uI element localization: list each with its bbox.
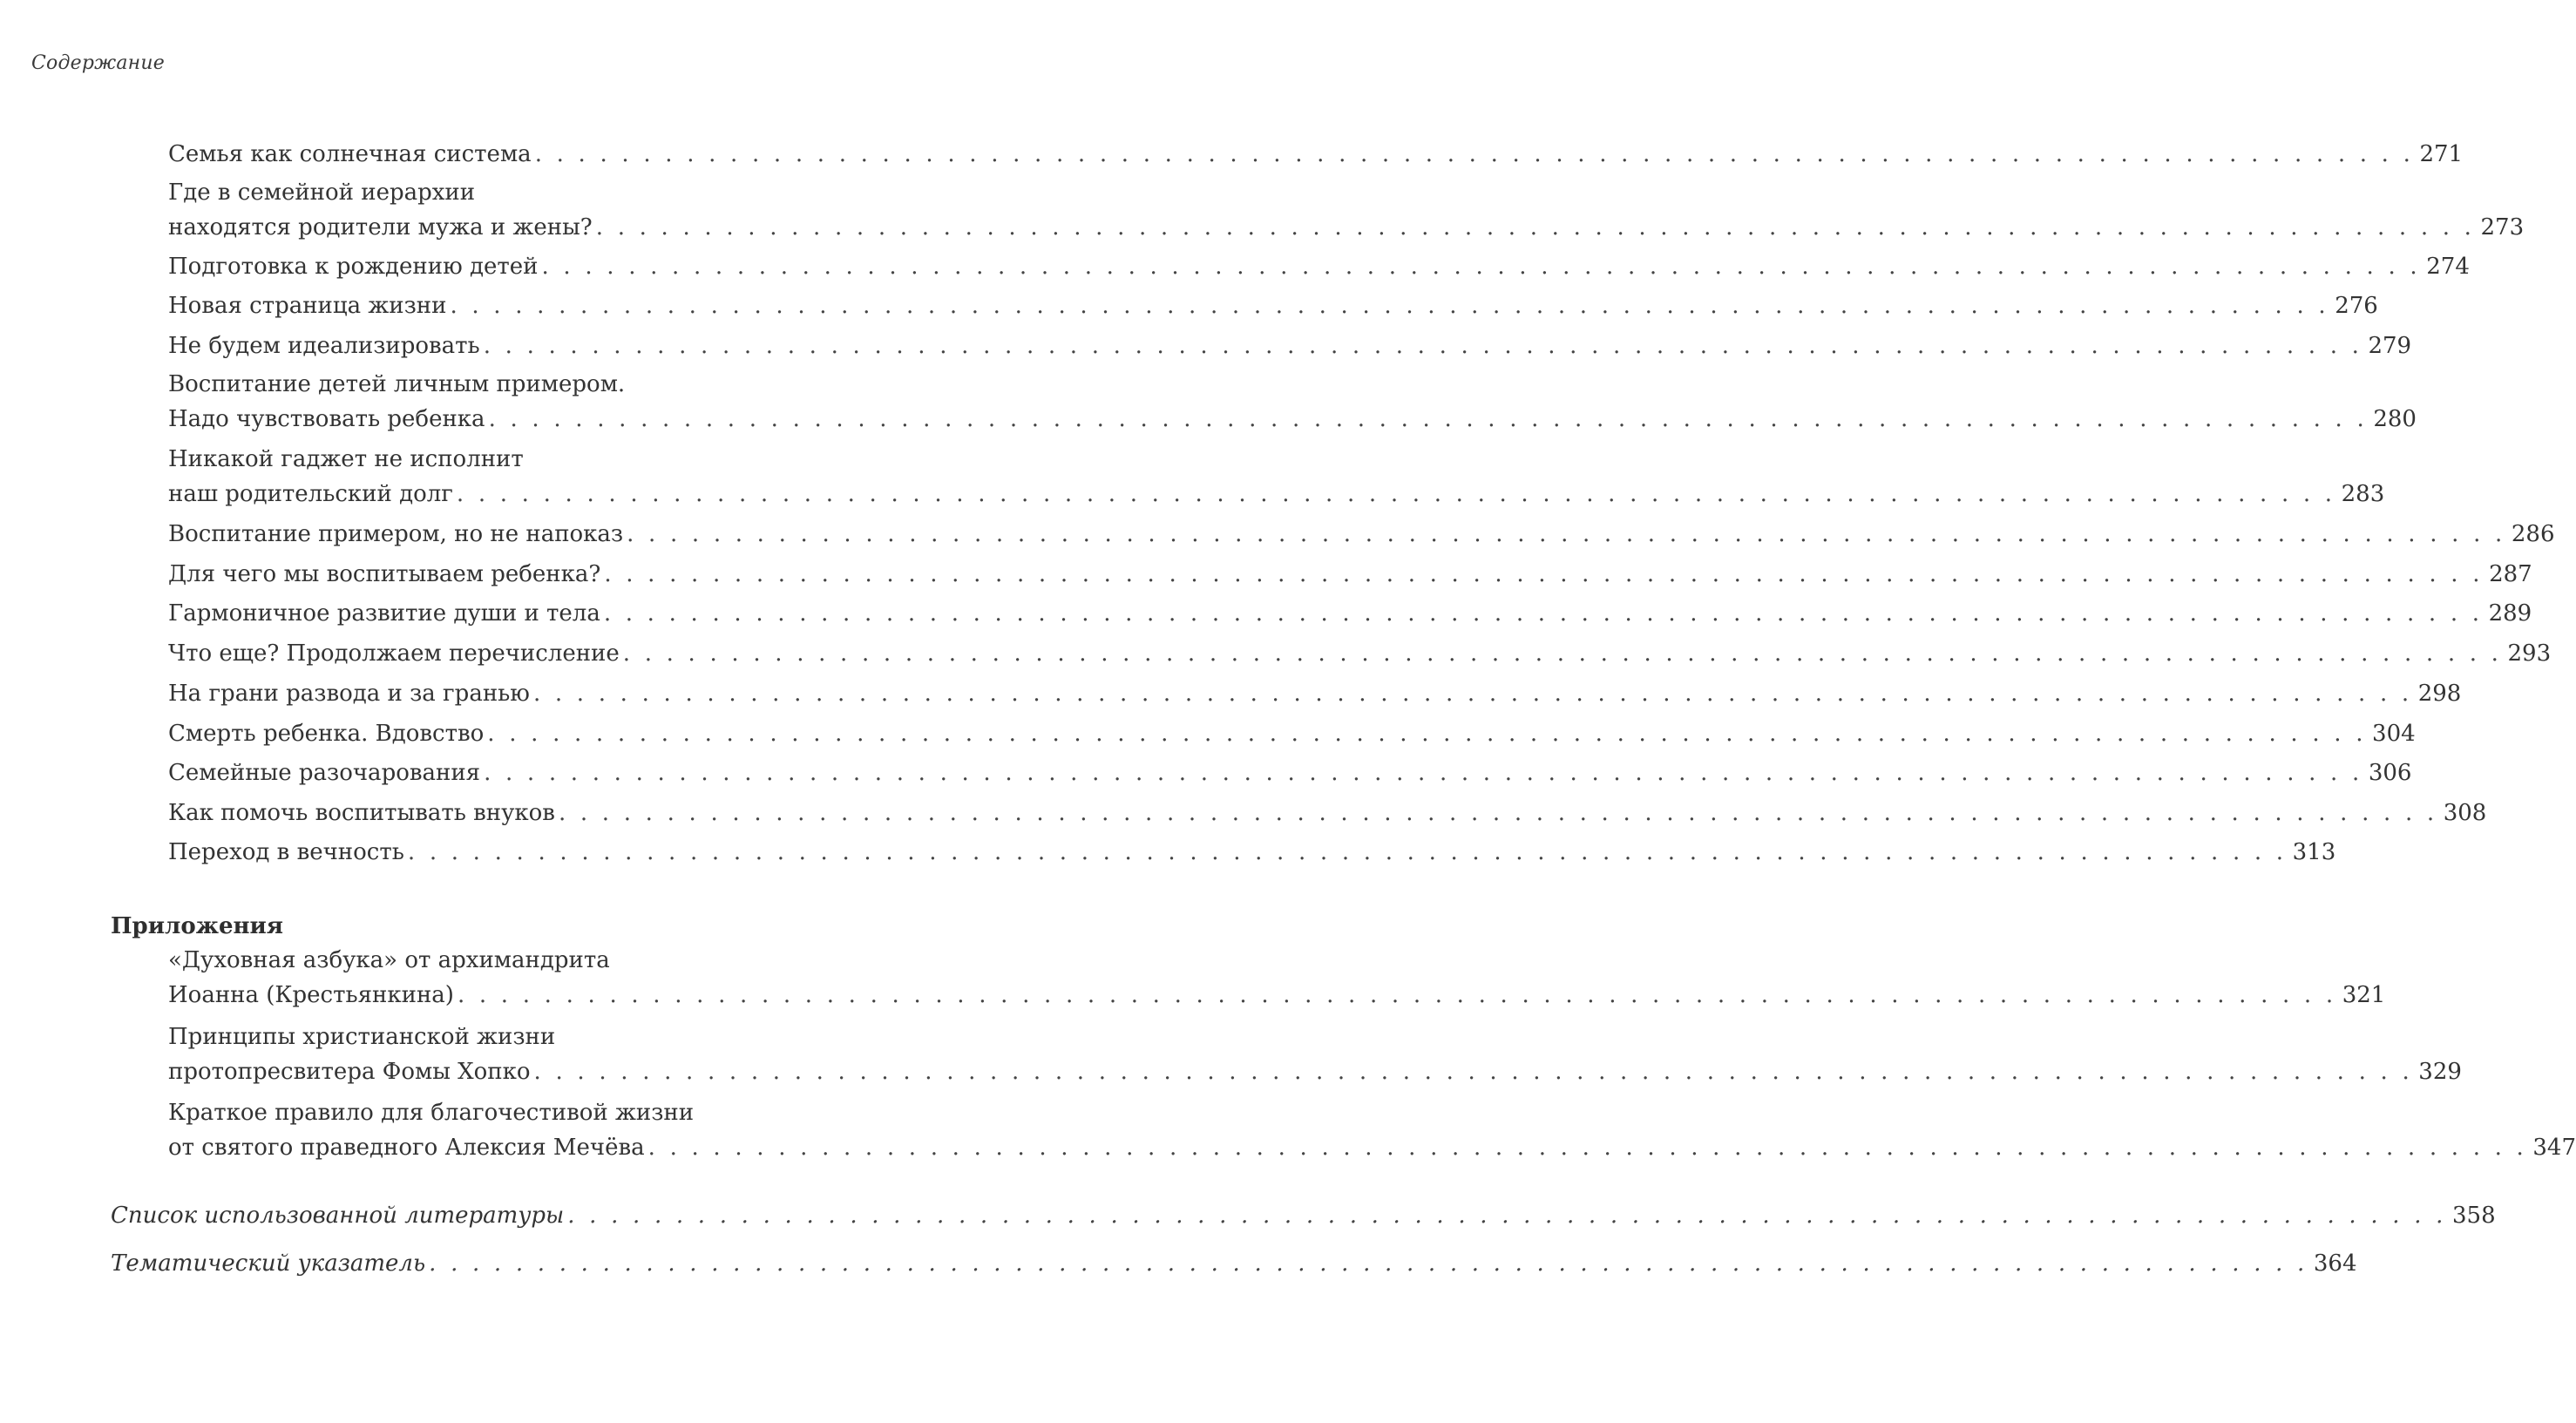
toc-entry-title: Иоанна (Крестьянкина) [168,982,454,1008]
toc-entry-page: 287 [2489,561,2532,587]
toc-entry[interactable] [168,249,2470,284]
dot-leader: . . . . . . . . . . . . . . . . . . . . . . . . . . . . . . . . . . . . . . . . . . . . . . . . . . . . . . . . . . . . . . . . . . . . . . . . . . . . . . . . . . . . . . . [595,214,2476,241]
dot-leader: . . . . . . . . . . . . . . . . . . . . . . . . . . . . . . . . . . . . . . . . . . . . . . . . . . . . . . . . . . . . . . . . . . . . . . . . . . . . . . . . . . . . . . . [450,293,2329,319]
toc-entry[interactable] [168,137,2464,172]
toc-entry-title: Подготовка к рождению детей [168,254,539,280]
dot-leader: . . . . . . . . . . . . . . . . . . . . . . . . . . . . . . . . . . . . . . . . . . . . . . . . . . . . . . . . . . . . . . . . . . . . . . . . . . . . . . . . . . . . . . . [488,406,2368,432]
toc-entry-page: 321 [2342,982,2386,1008]
toc-entry[interactable] [168,1095,2576,1165]
dot-leader: . . . . . . . . . . . . . . . . . . . . . . . . . . . . . . . . . . . . . . . . . . . . . . . . . . . . . . . . . . . . . . . . . . . . . . . . . . . . . . . . . . . . . . . [429,1250,2308,1277]
toc-entry-page: 304 [2372,721,2416,747]
toc-entry[interactable] [168,796,2487,830]
toc-entry-index[interactable] [111,1246,2357,1281]
toc-entry[interactable] [168,442,2385,512]
toc-entry-title: от святого праведного Алексия Мечёва [168,1135,645,1161]
dot-leader: . . . . . . . . . . . . . . . . . . . . . . . . . . . . . . . . . . . . . . . . . . . . . . . . . . . . . . . . . . . . . . . . . . . . . . . . . . . . . . . . . . . . . . . [534,141,2415,167]
toc-entry-title: На грани развода и за гранью [168,681,530,707]
toc-entry-page: 308 [2443,800,2487,826]
appendix-heading: Приложения [111,913,284,939]
toc-entry-title: Новая страница жизни [168,293,447,319]
toc-entry[interactable] [168,1020,2462,1089]
toc-entry[interactable] [168,329,2412,363]
toc-entry[interactable] [168,367,2417,437]
toc-entry-page: 293 [2507,640,2552,667]
toc-entry-title: Тематический указатель [111,1250,426,1277]
toc-entry[interactable] [168,943,2386,1013]
toc-entry[interactable] [168,517,2555,552]
toc-entry-title: находятся родители мужа и жены? [168,214,593,241]
dot-leader: . . . . . . . . . . . . . . . . . . . . . . . . . . . . . . . . . . . . . . . . . . . . . . . . . . . . . . . . . . . . . . . . . . . . . . . . . . . . . . . . . . . . . . . [484,760,2363,786]
dot-leader: . . . . . . . . . . . . . . . . . . . . . . . . . . . . . . . . . . . . . . . . . . . . . . . . . . . . . . . . . . . . . . . . . . . . . . . . . . . . . . . . . . . . . . . [603,600,2484,627]
toc-entry[interactable] [168,288,2378,323]
toc-entry-page: 286 [2511,521,2555,547]
toc-entry-page: 283 [2341,481,2385,507]
toc-entry-title: Что еще? Продолжаем перечисление [168,640,620,667]
dot-leader: . . . . . . . . . . . . . . . . . . . . . . . . . . . . . . . . . . . . . . . . . . . . . . . . . . . . . . . . . . . . . . . . . . . . . . . . . . . . . . . . . . . . . . . [456,481,2336,507]
toc-entry-title: Список использованной литературы [111,1203,565,1229]
toc-entry-page: 306 [2368,760,2412,786]
toc-entry-page: 358 [2451,1203,2496,1229]
toc-entry-page: 364 [2313,1250,2357,1277]
dot-leader: . . . . . . . . . . . . . . . . . . . . . . . . . . . . . . . . . . . . . . . . . . . . . . . . . . . . . . . . . . . . . . . . . . . . . . . . . . . . . . . . . . . . . . . [558,800,2438,826]
toc-entry-title-line: Воспитание детей личным примером. [168,371,626,397]
toc-entry[interactable] [168,175,2525,245]
toc-entry-title: Надо чувствовать ребенка [168,406,485,432]
running-head: Содержание [31,52,165,74]
toc-entry-title: Как помочь воспитывать внуков [168,800,555,826]
toc-entry-page: 280 [2373,406,2417,432]
toc-entry-page: 313 [2292,839,2336,865]
toc-entry-page: 279 [2368,333,2412,359]
dot-leader: . . . . . . . . . . . . . . . . . . . . . . . . . . . . . . . . . . . . . . . . . . . . . . . . . . . . . . . . . . . . . . . . . . . . . . . . . . . . . . . . . . . . . . . [487,721,2367,747]
toc-entry[interactable] [168,676,2462,711]
toc-entry[interactable] [168,596,2532,631]
toc-entry-title-line: «Духовная азбука» от архимандрита [168,947,610,973]
toc-entry[interactable] [168,756,2412,790]
dot-leader: . . . . . . . . . . . . . . . . . . . . . . . . . . . . . . . . . . . . . . . . . . . . . . . . . . . . . . . . . . . . . . . . . . . . . . . . . . . . . . . . . . . . . . . [604,561,2484,587]
toc-entry[interactable] [168,716,2416,751]
toc-entry[interactable] [168,835,2336,870]
dot-leader: . . . . . . . . . . . . . . . . . . . . . . . . . . . . . . . . . . . . . . . . . . . . . . . . . . . . . . . . . . . . . . . . . . . . . . . . . . . . . . . . . . . . . . . [627,521,2506,547]
toc-entry-title: Семья как солнечная система [168,141,532,167]
toc-entry[interactable] [168,636,2552,671]
toc-entry-title-line: Краткое правило для благочестивой жизни [168,1100,695,1126]
dot-leader: . . . . . . . . . . . . . . . . . . . . . . . . . . . . . . . . . . . . . . . . . . . . . . . . . . . . . . . . . . . . . . . . . . . . . . . . . . . . . . . . . . . . . . . [483,333,2363,359]
toc-entry-title: Воспитание примером, но не напоказ [168,521,624,547]
toc-entry-page: 273 [2480,214,2525,241]
dot-leader: . . . . . . . . . . . . . . . . . . . . . . . . . . . . . . . . . . . . . . . . . . . . . . . . . . . . . . . . . . . . . . . . . . . . . . . . . . . . . . . . . . . . . . . [647,1135,2528,1161]
toc-entry-page: 274 [2426,254,2470,280]
toc-entry-page: 298 [2417,681,2462,707]
dot-leader: . . . . . . . . . . . . . . . . . . . . . . . . . . . . . . . . . . . . . . . . . . . . . . . . . . . . . . . . . . . . . . . . . . . . . . . . . . . . . . . . . . . . . . . [457,982,2337,1008]
dot-leader: . . . . . . . . . . . . . . . . . . . . . . . . . . . . . . . . . . . . . . . . . . . . . . . . . . . . . . . . . . . . . . . . . . . . . . . . . . . . . . . . . . . . . . . [541,254,2421,280]
toc-entry-title: наш родительский долг [168,481,453,507]
toc-entry-bibliography[interactable] [111,1198,2496,1233]
dot-leader: . . . . . . . . . . . . . . . . . . . . . . . . . . . . . . . . . . . . . . . . . . . . . . . . . . . . . . . . . . . . . . . . . . . . . . . . . . . . . . . . . . . . . . . [533,1059,2413,1085]
toc-entry-title: Для чего мы воспитываем ребенка? [168,561,601,587]
toc-entry-page: 271 [2419,141,2464,167]
toc-entry-title: протопресвитера Фомы Хопко [168,1059,531,1085]
toc-entry-title-line: Где в семейной иерархии [168,180,476,206]
toc-entry-page: 347 [2532,1135,2576,1161]
toc-entry-page: 329 [2418,1059,2462,1085]
toc-entry-title: Семейные разочарования [168,760,481,786]
toc-entry-title: Смерть ребенка. Вдовство [168,721,485,747]
toc-entry-title-line: Принципы христианской жизни [168,1024,556,1050]
toc-entry-title: Переход в вечность [168,839,404,865]
toc-entry-title-line: Никакой гаджет не исполнит [168,446,524,472]
dot-leader: . . . . . . . . . . . . . . . . . . . . . . . . . . . . . . . . . . . . . . . . . . . . . . . . . . . . . . . . . . . . . . . . . . . . . . . . . . . . . . . . . . . . . . . [622,640,2503,667]
dot-leader: . . . . . . . . . . . . . . . . . . . . . . . . . . . . . . . . . . . . . . . . . . . . . . . . . . . . . . . . . . . . . . . . . . . . . . . . . . . . . . . . . . . . . . . [532,681,2413,707]
dot-leader: . . . . . . . . . . . . . . . . . . . . . . . . . . . . . . . . . . . . . . . . . . . . . . . . . . . . . . . . . . . . . . . . . . . . . . . . . . . . . . . . . . . . . . . [567,1203,2447,1229]
toc-entry[interactable] [168,557,2532,592]
toc-entry-page: 276 [2335,293,2378,319]
toc-entry-page: 289 [2488,600,2532,627]
dot-leader: . . . . . . . . . . . . . . . . . . . . . . . . . . . . . . . . . . . . . . . . . . . . . . . . . . . . . . . . . . . . . . . . . . . . . . . . . . . . . . . . . . . . . . . [407,839,2288,865]
toc-entry-title: Не будем идеализировать [168,333,480,359]
toc-entry-title: Гармоничное развитие души и тела [168,600,600,627]
